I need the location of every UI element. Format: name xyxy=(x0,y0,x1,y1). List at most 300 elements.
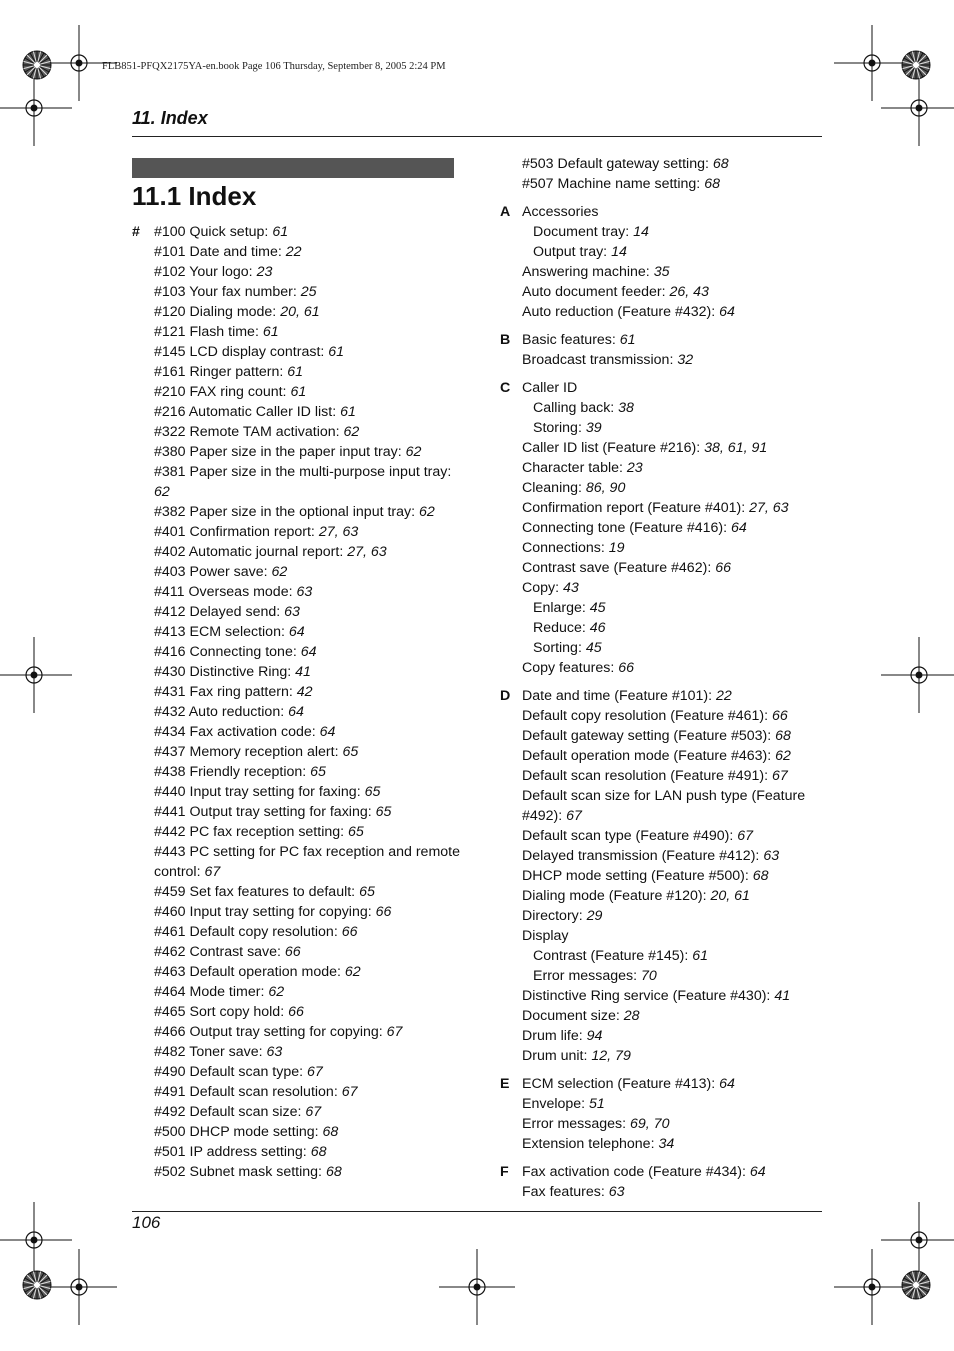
entry-term: #464 Mode timer: xyxy=(154,984,269,1000)
entry-term: Reduce: xyxy=(533,620,590,636)
entry-pages: 45 xyxy=(585,640,602,656)
index-entry xyxy=(522,826,830,846)
index-entry xyxy=(522,418,830,438)
index-group xyxy=(500,202,830,322)
entry-pages: 61 xyxy=(287,364,304,380)
entry-pages: 94 xyxy=(586,1028,603,1044)
entry-term: Broadcast transmission: xyxy=(522,352,678,368)
entry-term: #442 PC fax reception setting: xyxy=(154,824,349,840)
entry-pages: 67 xyxy=(566,808,582,824)
entry-pages: 64 xyxy=(749,1164,766,1180)
index-entry xyxy=(522,302,830,322)
entry-term: #120 Dialing mode: xyxy=(154,304,281,320)
entry-term: Confirmation report (Feature #401): xyxy=(522,500,750,516)
entry-pages: 20, 61 xyxy=(280,304,320,320)
index-entry xyxy=(154,222,462,242)
entry-term: Default scan size for LAN push type (Feature #492): xyxy=(522,788,806,824)
entry-term: Delayed transmission (Feature #412): xyxy=(522,848,764,864)
index-entry xyxy=(154,262,462,282)
index-entry xyxy=(522,686,830,706)
entry-pages: 64 xyxy=(719,304,735,320)
entry-pages: 27, 63 xyxy=(318,524,359,540)
index-entry xyxy=(522,1074,830,1094)
entry-pages: 46 xyxy=(589,620,606,636)
entry-term: ECM selection (Feature #413): xyxy=(522,1076,720,1092)
entry-pages: 38, 61, 91 xyxy=(704,440,768,456)
index-entry xyxy=(522,658,830,678)
entry-term: #465 Sort copy hold: xyxy=(154,1004,289,1020)
index-entry xyxy=(522,350,830,370)
entry-term: Extension telephone: xyxy=(522,1136,659,1152)
index-entry xyxy=(154,942,462,962)
entry-term: Date and time (Feature #101): xyxy=(522,688,716,704)
entry-pages: 45 xyxy=(589,600,606,616)
entry-pages: 65 xyxy=(375,804,392,820)
page-number: 106 xyxy=(132,1213,161,1232)
index-entry xyxy=(522,786,830,826)
entry-term: #145 LCD display contrast: xyxy=(154,344,329,360)
index-entry xyxy=(522,1114,830,1134)
entry-term: Storing: xyxy=(533,420,586,436)
entry-pages: 20, 61 xyxy=(710,888,750,904)
index-entry xyxy=(522,906,830,926)
index-entry xyxy=(522,618,830,638)
entry-pages: 67 xyxy=(305,1104,322,1120)
entry-term: #430 Distinctive Ring: xyxy=(154,664,296,680)
index-entry xyxy=(154,242,462,262)
entry-term: #482 Toner save: xyxy=(154,1044,267,1060)
entry-pages: 61 xyxy=(290,384,307,400)
index-entry xyxy=(522,242,830,262)
entry-term: #411 Overseas mode: xyxy=(154,584,297,600)
entry-term: #412 Delayed send: xyxy=(154,604,285,620)
entry-pages: 65 xyxy=(342,744,359,760)
index-entry xyxy=(522,598,830,618)
entry-term: #100 Quick setup: xyxy=(154,224,273,240)
entry-pages: 42 xyxy=(296,684,313,700)
entry-pages: 67 xyxy=(772,768,788,784)
index-entry xyxy=(522,578,830,598)
index-entry xyxy=(154,502,462,522)
index-entry xyxy=(154,582,462,602)
entry-pages: 64 xyxy=(288,624,305,640)
index-column-left xyxy=(132,222,462,1190)
entry-pages: 65 xyxy=(310,764,326,780)
entry-pages: 29 xyxy=(586,908,603,924)
entry-term: #490 Default scan type: xyxy=(154,1064,308,1080)
index-letter: E xyxy=(500,1076,510,1092)
entry-term: #507 Machine name setting: xyxy=(522,176,705,192)
entry-term: #431 Fax ring pattern: xyxy=(154,684,297,700)
entry-pages: 67 xyxy=(341,1084,358,1100)
entry-pages: 27, 63 xyxy=(347,544,387,560)
index-entry xyxy=(154,1042,462,1062)
index-entry xyxy=(154,742,462,762)
index-entry xyxy=(522,886,830,906)
entry-term: #401 Confirmation report: xyxy=(154,524,319,540)
entry-term: #459 Set fax features to default: xyxy=(154,884,360,900)
entry-term: #501 IP address setting: xyxy=(154,1144,311,1160)
index-entry xyxy=(154,542,462,562)
entry-term: #432 Auto reduction: xyxy=(154,704,289,720)
index-entry xyxy=(522,222,830,242)
index-entry xyxy=(154,922,462,942)
index-entry xyxy=(154,362,462,382)
entry-pages: 64 xyxy=(300,644,317,660)
index-entry xyxy=(522,538,830,558)
entry-pages: 61 xyxy=(692,948,709,964)
index-entry xyxy=(522,478,830,498)
index-entry xyxy=(522,378,830,398)
entry-pages: 64 xyxy=(731,520,747,536)
entry-term: Document size: xyxy=(522,1008,624,1024)
index-entry xyxy=(522,706,830,726)
index-entry xyxy=(154,982,462,1002)
index-entry xyxy=(522,866,830,886)
entry-pages: 86, 90 xyxy=(585,480,626,496)
index-entry xyxy=(522,746,830,766)
entry-term: Auto reduction (Feature #432): xyxy=(522,304,720,320)
index-entry xyxy=(522,1182,830,1202)
index-entry xyxy=(522,766,830,786)
index-entry xyxy=(154,882,462,902)
entry-term: Caller ID xyxy=(522,380,578,396)
entry-pages: 62 xyxy=(343,424,360,440)
entry-term: Error messages: xyxy=(533,968,642,984)
entry-pages: 14 xyxy=(633,224,649,240)
entry-term: Sorting: xyxy=(533,640,586,656)
index-entry xyxy=(154,602,462,622)
index-entry xyxy=(522,154,830,174)
index-group xyxy=(500,154,830,194)
index-entry xyxy=(522,262,830,282)
entry-pages: 64 xyxy=(288,704,304,720)
entry-term: Contrast save (Feature #462): xyxy=(522,560,716,576)
index-entry xyxy=(154,342,462,362)
entry-term: #416 Connecting tone: xyxy=(154,644,301,660)
entry-term: Answering machine: xyxy=(522,264,654,280)
entry-term: #216 Automatic Caller ID list: xyxy=(154,404,341,420)
index-entry xyxy=(522,174,830,194)
entry-pages: 28 xyxy=(623,1008,640,1024)
entry-term: #461 Default copy resolution: xyxy=(154,924,342,940)
index-entry xyxy=(522,1134,830,1154)
entry-term: #380 Paper size in the paper input tray: xyxy=(154,444,406,460)
index-entry xyxy=(154,562,462,582)
entry-pages: 63 xyxy=(763,848,780,864)
index-entry xyxy=(154,382,462,402)
entry-term: Character table: xyxy=(522,460,627,476)
entry-pages: 62 xyxy=(344,964,361,980)
entry-term: #503 Default gateway setting: xyxy=(522,156,713,172)
entry-term: Document tray: xyxy=(533,224,634,240)
index-entry xyxy=(154,522,462,542)
index-group xyxy=(500,378,830,678)
entry-pages: 23 xyxy=(626,460,643,476)
entry-term: #462 Contrast save: xyxy=(154,944,285,960)
entry-pages: 64 xyxy=(719,1076,735,1092)
entry-pages: 67 xyxy=(204,864,221,880)
index-entry xyxy=(522,638,830,658)
header-rule xyxy=(132,136,822,137)
entry-pages: 69, 70 xyxy=(630,1116,670,1132)
entry-term: Copy: xyxy=(522,580,564,596)
index-letter: F xyxy=(500,1164,509,1180)
entry-pages: 61 xyxy=(272,224,289,240)
index-entry xyxy=(154,702,462,722)
entry-term: Distinctive Ring service (Feature #430): xyxy=(522,988,775,1004)
index-entry xyxy=(154,442,462,462)
entry-pages: 22 xyxy=(716,688,732,704)
entry-pages: 68 xyxy=(775,728,791,744)
index-entry xyxy=(154,462,462,502)
index-entry xyxy=(522,986,830,1006)
entry-term: #466 Output tray setting for copying: xyxy=(154,1024,387,1040)
entry-pages: 66 xyxy=(288,1004,304,1020)
index-entry xyxy=(522,330,830,350)
entry-pages: 34 xyxy=(658,1136,675,1152)
index-group xyxy=(500,1074,830,1154)
entry-term: #460 Input tray setting for copying: xyxy=(154,904,376,920)
entry-term: Default scan type (Feature #490): xyxy=(522,828,738,844)
entry-pages: 62 xyxy=(268,984,285,1000)
entry-pages: 66 xyxy=(284,944,301,960)
index-entry xyxy=(154,662,462,682)
entry-pages: 66 xyxy=(715,560,731,576)
entry-pages: 63 xyxy=(266,1044,283,1060)
entry-pages: 61 xyxy=(262,324,279,340)
entry-pages: 63 xyxy=(608,1184,625,1200)
entry-term: Connecting tone (Feature #416): xyxy=(522,520,732,536)
index-entry xyxy=(522,558,830,578)
entry-term: #161 Ringer pattern: xyxy=(154,364,288,380)
index-entry xyxy=(154,642,462,662)
entry-term: #500 DHCP mode setting: xyxy=(154,1124,323,1140)
entry-pages: 25 xyxy=(300,284,317,300)
entry-term: #443 PC setting for PC fax reception and remote control: xyxy=(154,844,460,880)
entry-pages: 14 xyxy=(611,244,627,260)
entry-term: Fax features: xyxy=(522,1184,609,1200)
entry-term: #102 Your logo: xyxy=(154,264,257,280)
index-letter: B xyxy=(500,332,511,348)
index-entry xyxy=(522,926,830,946)
entry-term: Display xyxy=(522,928,569,944)
entry-pages: 66 xyxy=(375,904,392,920)
entry-term: Default copy resolution (Feature #461): xyxy=(522,708,772,724)
entry-pages: 22 xyxy=(285,244,302,260)
entry-pages: 41 xyxy=(774,988,791,1004)
entry-pages: 67 xyxy=(737,828,754,844)
entry-term: #434 Fax activation code: xyxy=(154,724,320,740)
entry-pages: 35 xyxy=(653,264,670,280)
title-bar xyxy=(132,158,454,178)
entry-pages: 68 xyxy=(752,868,769,884)
index-entry xyxy=(154,422,462,442)
index-entry xyxy=(154,622,462,642)
entry-term: #502 Subnet mask setting: xyxy=(154,1164,326,1180)
entry-term: DHCP mode setting (Feature #500): xyxy=(522,868,753,884)
index-entry xyxy=(154,682,462,702)
entry-pages: 65 xyxy=(348,824,364,840)
entry-pages: 51 xyxy=(589,1096,605,1112)
file-header: FLB851-PFQX2175YA-en.book Page 106 Thursday, September 8, 2005 2:24 PM xyxy=(102,61,446,72)
index-entry xyxy=(522,518,830,538)
entry-term: Output tray: xyxy=(533,244,612,260)
entry-pages: 68 xyxy=(325,1164,342,1180)
entry-pages: 61 xyxy=(328,344,345,360)
entry-term: Basic features: xyxy=(522,332,620,348)
index-entry xyxy=(522,966,830,986)
entry-pages: 12, 79 xyxy=(591,1048,631,1064)
entry-term: Auto document feeder: xyxy=(522,284,670,300)
entry-term: Default gateway setting (Feature #503): xyxy=(522,728,776,744)
entry-pages: 65 xyxy=(359,884,375,900)
index-group xyxy=(500,1162,830,1202)
index-entry xyxy=(154,402,462,422)
index-entry xyxy=(154,322,462,342)
entry-pages: 26, 43 xyxy=(669,284,709,300)
entry-pages: 66 xyxy=(772,708,788,724)
entry-term: #441 Output tray setting for faxing: xyxy=(154,804,376,820)
entry-term: #210 FAX ring count: xyxy=(154,384,291,400)
index-entry xyxy=(522,1006,830,1026)
entry-term: Connections: xyxy=(522,540,609,556)
index-entry xyxy=(522,1162,830,1182)
index-entry xyxy=(154,1122,462,1142)
index-letter: # xyxy=(132,224,140,240)
entry-pages: 62 xyxy=(419,504,435,520)
entry-term: Error messages: xyxy=(522,1116,631,1132)
index-entry xyxy=(522,1046,830,1066)
footer-rule xyxy=(132,1211,822,1212)
entry-pages: 19 xyxy=(608,540,625,556)
entry-term: Fax activation code (Feature #434): xyxy=(522,1164,750,1180)
index-group xyxy=(500,330,830,370)
index-entry xyxy=(522,846,830,866)
index-entry xyxy=(522,498,830,518)
entry-pages: 38 xyxy=(618,400,634,416)
entry-term: Dialing mode (Feature #120): xyxy=(522,888,711,904)
entry-term: Contrast (Feature #145): xyxy=(533,948,693,964)
entry-pages: 68 xyxy=(712,156,729,172)
index-entry xyxy=(522,946,830,966)
entry-term: #382 Paper size in the optional input tray: xyxy=(154,504,420,520)
entry-pages: 61 xyxy=(340,404,356,420)
entry-pages: 67 xyxy=(386,1024,403,1040)
entry-term: Drum life: xyxy=(522,1028,587,1044)
entry-term: Drum unit: xyxy=(522,1048,592,1064)
entry-term: #381 Paper size in the multi-purpose input tray: xyxy=(154,464,452,480)
entry-pages: 23 xyxy=(256,264,273,280)
entry-pages: 62 xyxy=(271,564,288,580)
index-entry xyxy=(154,282,462,302)
entry-pages: 63 xyxy=(284,604,300,620)
index-entry xyxy=(154,1162,462,1182)
entry-term: Copy features: xyxy=(522,660,619,676)
page-title: 11.1 Index xyxy=(132,181,257,211)
entry-term: Directory: xyxy=(522,908,587,924)
index-entry xyxy=(522,282,830,302)
entry-term: Caller ID list (Feature #216): xyxy=(522,440,705,456)
index-entry xyxy=(154,302,462,322)
entry-term: #492 Default scan size: xyxy=(154,1104,306,1120)
index-entry xyxy=(154,1082,462,1102)
index-entry xyxy=(154,822,462,842)
index-entry xyxy=(154,1062,462,1082)
index-entry xyxy=(154,1142,462,1162)
section-header: 11. Index xyxy=(132,108,208,128)
entry-term: #402 Automatic journal report: xyxy=(154,544,348,560)
entry-term: Calling back: xyxy=(533,400,619,416)
entry-pages: 66 xyxy=(341,924,358,940)
entry-term: Envelope: xyxy=(522,1096,590,1112)
entry-pages: 68 xyxy=(310,1144,327,1160)
index-entry xyxy=(154,902,462,922)
index-letter: C xyxy=(500,380,511,396)
index-entry xyxy=(522,458,830,478)
entry-pages: 27, 63 xyxy=(749,500,789,516)
entry-term: Enlarge: xyxy=(533,600,590,616)
entry-pages: 70 xyxy=(641,968,657,984)
entry-pages: 39 xyxy=(585,420,602,436)
index-entry xyxy=(154,722,462,742)
entry-pages: 62 xyxy=(775,748,791,764)
entry-term: #491 Default scan resolution: xyxy=(154,1084,342,1100)
entry-term: Accessories xyxy=(522,204,599,220)
index-entry xyxy=(522,726,830,746)
entry-term: #101 Date and time: xyxy=(154,244,286,260)
index-entry xyxy=(522,438,830,458)
entry-pages: 62 xyxy=(154,484,170,500)
index-entry xyxy=(154,962,462,982)
entry-pages: 64 xyxy=(319,724,336,740)
index-entry xyxy=(522,1094,830,1114)
entry-pages: 66 xyxy=(618,660,634,676)
entry-term: Default scan resolution (Feature #491): xyxy=(522,768,772,784)
index-entry xyxy=(522,398,830,418)
entry-term: #413 ECM selection: xyxy=(154,624,289,640)
entry-pages: 65 xyxy=(364,784,381,800)
entry-pages: 67 xyxy=(307,1064,323,1080)
entry-pages: 32 xyxy=(677,352,694,368)
entry-term: #403 Power save: xyxy=(154,564,272,580)
entry-term: #121 Flash time: xyxy=(154,324,263,340)
entry-term: #463 Default operation mode: xyxy=(154,964,345,980)
index-group xyxy=(132,222,462,1182)
index-entry xyxy=(154,762,462,782)
index-entry xyxy=(154,1022,462,1042)
entry-term: #437 Memory reception alert: xyxy=(154,744,343,760)
index-letter: D xyxy=(500,688,511,704)
index-entry xyxy=(154,842,462,882)
index-group xyxy=(500,686,830,1066)
index-letter: A xyxy=(500,204,511,220)
index-entry xyxy=(154,1102,462,1122)
entry-pages: 41 xyxy=(295,664,311,680)
entry-pages: 43 xyxy=(563,580,579,596)
entry-term: #440 Input tray setting for faxing: xyxy=(154,784,365,800)
entry-term: Cleaning: xyxy=(522,480,586,496)
entry-pages: 68 xyxy=(704,176,720,192)
entry-term: Default operation mode (Feature #463): xyxy=(522,748,776,764)
entry-term: #438 Friendly reception: xyxy=(154,764,311,780)
entry-term: #322 Remote TAM activation: xyxy=(154,424,344,440)
index-entry xyxy=(522,1026,830,1046)
entry-pages: 68 xyxy=(322,1124,339,1140)
entry-term: #103 Your fax number: xyxy=(154,284,301,300)
entry-pages: 63 xyxy=(296,584,313,600)
entry-pages: 61 xyxy=(619,332,636,348)
